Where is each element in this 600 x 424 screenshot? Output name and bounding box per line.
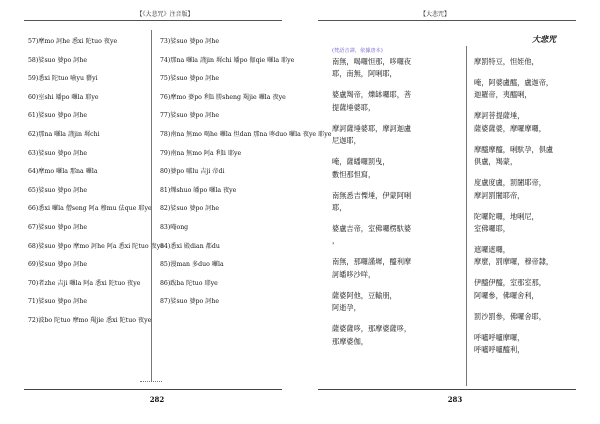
- mantra-line: 76)摩mo 婆po 利li 勝sheng 羯jie 囉la 夜ye: [160, 93, 286, 101]
- mantra-line: 77)娑suo 婆po 訶he: [160, 112, 220, 120]
- verse-block: 罰沙罰參，佛囉舍耶，: [474, 311, 546, 321]
- mantra-line: 85)漫man 多duo 囉la: [160, 261, 224, 269]
- footer-rule: [24, 389, 282, 390]
- mantra-line: 86)跋ba 陀tuo 耶ye: [160, 279, 218, 287]
- mantra-line: 73)娑suo 婆po 訶he: [160, 38, 220, 45]
- mantra-line: 79)南na 無mo 阿a 利li 耶ye: [160, 149, 242, 157]
- mantra-line: 71)娑suo 婆po 訶he: [28, 298, 88, 306]
- verse-block: 呼嚧呼嚧摩囉， 呼嚧呼嚧醯利，: [474, 332, 525, 355]
- verse-block: 陀囉陀囉，地唎尼， 室佛囉耶，: [474, 211, 539, 234]
- mantra-line: 64)摩mo 囉la 那na 囉la: [28, 168, 98, 176]
- mantra-column-b: [160, 36, 332, 315]
- mantra-line: 57)摩mo 訶he 悉xi 陀tuo 夜ye: [28, 38, 118, 45]
- mantra-line: 75)娑suo 婆po 訶he: [160, 75, 220, 83]
- verse-block: 南無，喝囉怛那，哆囉夜 耶，南無，阿唎耶，: [332, 57, 412, 79]
- column-end-mark: [140, 381, 162, 382]
- header-rule: [318, 20, 576, 21]
- verse-block: 南無悉吉慄埵，伊蒙阿唎 耶，: [332, 190, 412, 213]
- mantra-line: 58)娑suo 婆po 訶he: [28, 56, 88, 64]
- running-head: 【大悲咒】: [419, 11, 450, 18]
- verse-block: 婆盧吉帝，室佛囉楞馱婆 ，: [332, 224, 412, 246]
- mantra-line: 72)波bo 陀tuo 摩mo 羯jie 悉xi 陀tuo 夜ye: [28, 316, 152, 324]
- source-note: (梵語音譯，依據唐本): [332, 48, 383, 54]
- mantra-line: 62)那na 囉la 謹jin 墀chi: [28, 130, 100, 138]
- verse-block: 度盧度盧，罰闍耶帝， 摩訶罰闍耶帝，: [474, 178, 546, 200]
- mantra-line: 78)南na 無mo 喝he 囉la 怛dan 那na 哆duo 囉la 夜ye 耶ye: [160, 130, 332, 138]
- page-number: 283: [447, 395, 463, 404]
- verse-block: 摩醯摩醯，唎馱孕，俱盧 俱盧，羯蒙，: [474, 144, 554, 167]
- mantra-line: 83)唵ong: [160, 223, 189, 231]
- mantra-line: 80)婆po 嚧lu 吉ji 帝di: [160, 168, 225, 176]
- verse-column-1: [332, 56, 460, 357]
- verse-column-2: [474, 56, 578, 365]
- verse-block: 摩訶薩埵婆耶，摩訶迦盧 尼迦耶，: [332, 123, 412, 146]
- verse-block: 摩罰特豆，怛姪他，: [474, 57, 539, 66]
- mantra-line: 61)娑suo 婆po 訶he: [28, 112, 88, 120]
- verse-block: 遮囉遮囉， 摩麼，罰摩囉，穆帝隸，: [474, 245, 554, 267]
- mantra-line: 87)娑suo 婆po 訶he: [160, 298, 220, 306]
- verse-block: 唵，薩皤囉罰曳， 數怛那怛寫，: [332, 157, 390, 179]
- verse-block: 婆盧羯帝，爍缽囉耶，菩 提薩埵婆耶，: [332, 90, 412, 112]
- mantra-line: 74)那na 囉la 謹jin 墀chi 皤po 伽qie 囉la 耶ye: [160, 56, 295, 64]
- mantra-line: 68)娑suo 婆po 摩mo 訶he 阿a 悉xi 陀tuo 夜ye: [28, 242, 164, 250]
- mantra-line: 59)悉xi 陀tuo 喻yu 藝yi: [28, 75, 98, 83]
- mantra-line: 81)爍shuo 皤po 囉la 夜ye: [160, 186, 237, 194]
- verse-block: 唵，阿婆盧醯，盧迦帝， 迦羅帝，夷醯唎，: [474, 78, 554, 100]
- verse-block: 薩婆阿他，豆輸朋， 阿逝孕，: [332, 290, 397, 313]
- mantra-line: 84)悉xi 殿dian 都du: [160, 242, 220, 250]
- mantra-line: 67)娑suo 婆po 訶he: [28, 223, 88, 231]
- header-rule: [24, 20, 282, 21]
- verse-block: 摩訶菩提薩埵， 薩婆薩婆，摩囉摩囉，: [474, 111, 546, 133]
- mantra-line: 63)娑suo 婆po 訶he: [28, 149, 88, 157]
- dharani-title: 大悲咒: [532, 34, 556, 44]
- mantra-line: 82)娑suo 婆po 訶he: [160, 205, 220, 213]
- column-divider: [151, 30, 152, 382]
- mantra-line: 60)室shi 皤po 囉la 耶ye: [28, 93, 99, 101]
- column-divider: [466, 46, 467, 386]
- mantra-line: 70)者zhe 吉ji 囉la 阿a 悉xi 陀tuo 夜ye: [28, 279, 141, 287]
- footer-rule: [318, 389, 576, 390]
- verse-block: 伊醯伊醯，室那室那， 阿囉參，佛囉舍利，: [474, 278, 546, 300]
- running-head: 【《大悲咒》注音版】: [136, 11, 194, 18]
- verse-block: 薩婆薩哆，那摩婆薩哆， 那摩婆伽，: [332, 324, 412, 346]
- verse-block: 南無，那囉謹墀，醯利摩 訶皤哆沙咩，: [332, 257, 412, 279]
- page-number: 282: [149, 395, 165, 404]
- mantra-line: 65)娑suo 婆po 訶he: [28, 186, 88, 194]
- right-page: [300, 0, 600, 424]
- mantra-line: 69)娑suo 婆po 訶he: [28, 261, 88, 269]
- mantra-line: 66)悉xi 囉la 僧seng 阿a 穆mu 佉que 耶ye: [28, 205, 152, 213]
- mantra-column-a: [28, 36, 164, 334]
